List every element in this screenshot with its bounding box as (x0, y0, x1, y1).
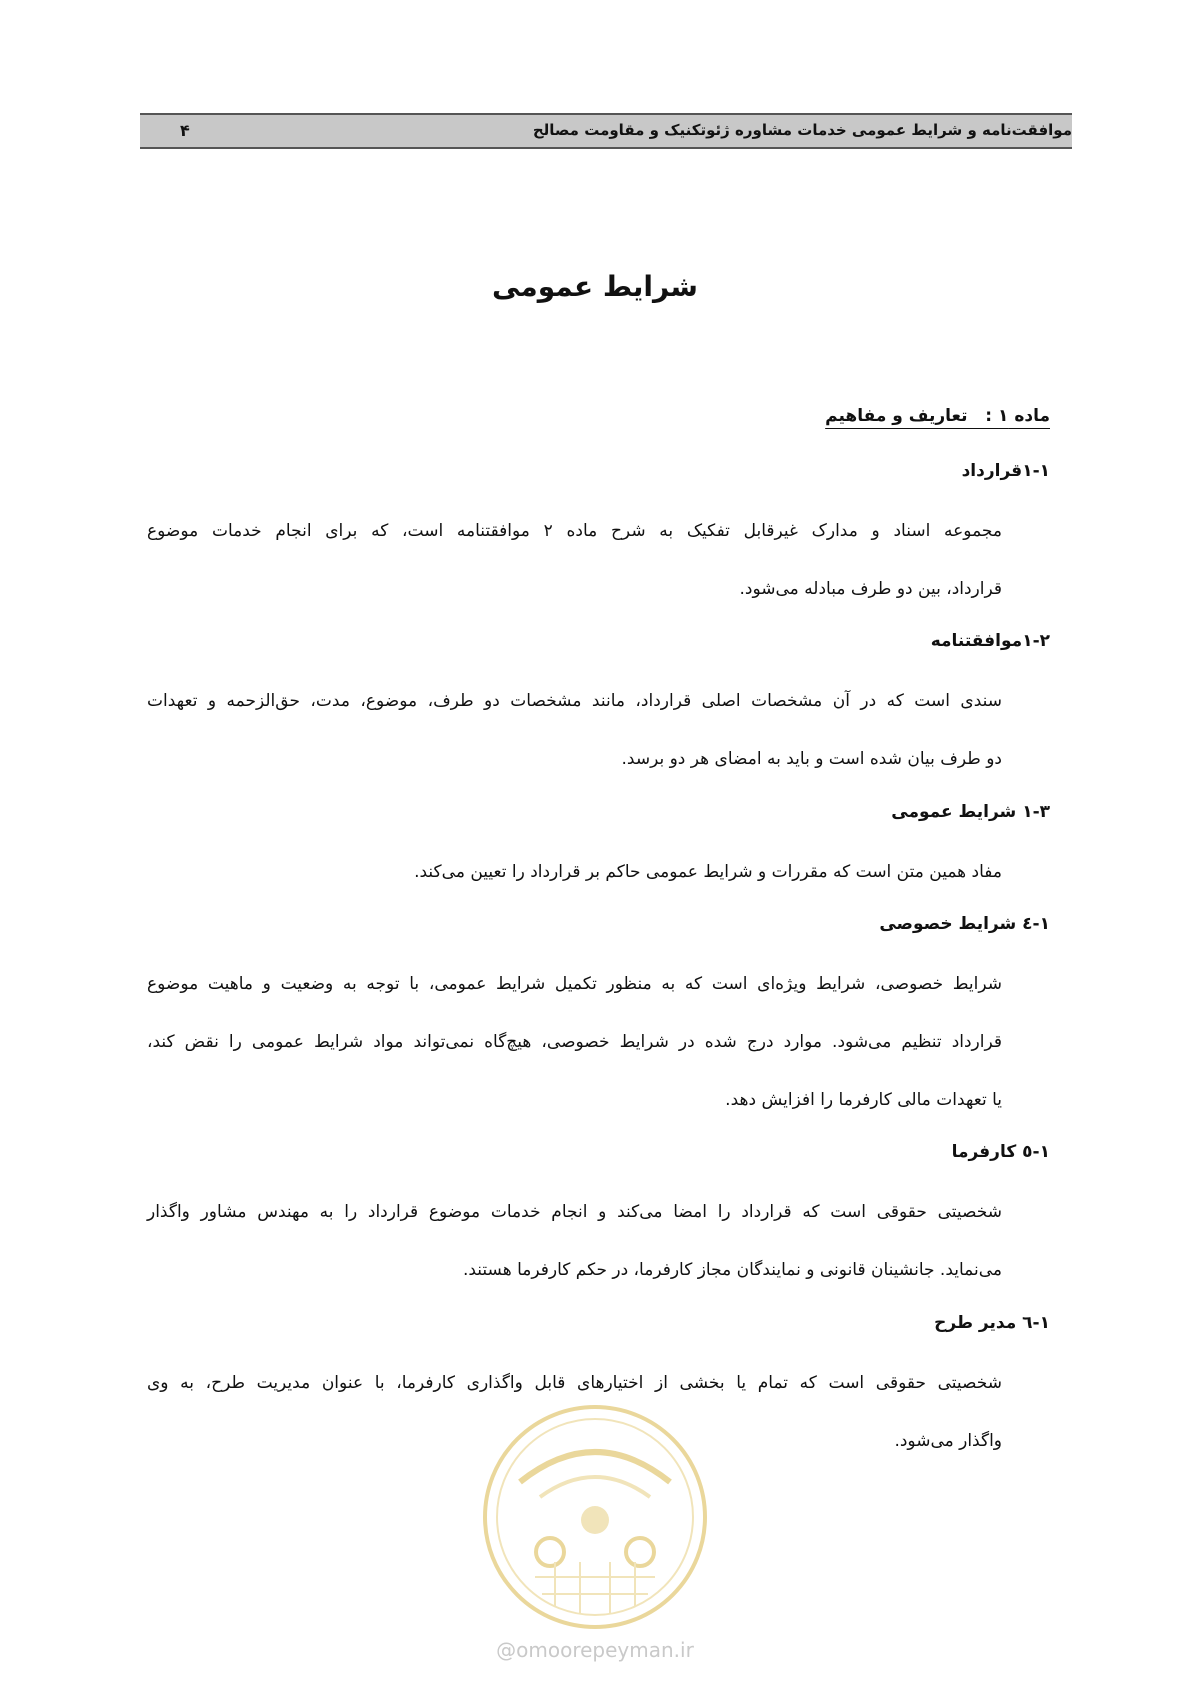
text-line: قرارداد، بین دو طرف مبادله می‌شود. (739, 579, 1002, 599)
article-heading: ماده ۱ : تعاریف و مفاهیم (825, 406, 1050, 426)
text-line: می‌نماید. جانشینان قانونی و نمایندگان مجاز کارفرما، در حکم کارفرما هستند. (462, 1260, 1002, 1280)
text-line: مفاد همین متن است که مقررات و شرایط عمومی حاکم بر قرارداد را تعیین می‌کند. (414, 862, 1002, 882)
watermark-site-text: @omoorepeyman.ir (496, 1638, 694, 1662)
section-body-employer (147, 1183, 1002, 1299)
section-heading-contract: ۱-۱قرارداد (961, 461, 1050, 481)
text-line: شرایط خصوصی، شرایط ویژه‌ای است که به منظور تکمیل شرایط عمومی، با توجه به وضعیت و ماهیت موضوع (147, 974, 1002, 994)
document-title: شرایط عمومی (492, 270, 698, 303)
text-line: مجموعه اسناد و مدارک غیرقابل تفکیک به شرح ماده ۲ موافقتنامه است، که برای انجام خدمات موضوع (147, 521, 1002, 541)
header-title: موافقت‌نامه و شرایط عمومی خدمات مشاوره ژئوتکنیک و مقاومت مصالح (532, 121, 1072, 139)
section-body-general-conditions (147, 843, 1002, 901)
text-line: یا تعهدات مالی کارفرما را افزایش دهد. (725, 1090, 1002, 1110)
section-heading-special-conditions: ۱-٤ شرایط خصوصی (879, 914, 1050, 934)
section-body-special-conditions (147, 955, 1002, 1129)
watermark-seal-icon (480, 1402, 710, 1632)
text-line: شخصیتی حقوقی است که قرارداد را امضا می‌کند و انجام خدمات موضوع قرارداد را به مهندس مشاور واگذار (147, 1202, 1002, 1222)
section-heading-agreement: ۱-۲موافقتنامه (930, 631, 1050, 651)
section-body-agreement (147, 672, 1002, 788)
text-line: دو طرف بیان شده است و باید به امضای هر دو برسد. (621, 749, 1002, 769)
running-header (140, 113, 1072, 149)
text-line: شخصیتی حقوقی است که تمام یا بخشی از اختیارهای قابل واگذاری کارفرما، با عنوان مدیریت طرح، به وی (147, 1373, 1002, 1393)
text-line: واگذار می‌شود. (894, 1431, 1002, 1451)
section-heading-employer: ۱-٥ کارفرما (951, 1142, 1050, 1162)
section-body-contract (147, 502, 1002, 618)
text-line: سندی است که در آن مشخصات اصلی قرارداد، مانند مشخصات دو طرف، موضوع، مدت، حق‌الزحمه و تعهدات (147, 691, 1002, 711)
section-heading-general-conditions: ۱-۳ شرایط عمومی (891, 802, 1050, 822)
page-number: ۴ (180, 121, 190, 140)
section-heading-project-manager: ۱-٦ مدیر طرح (934, 1313, 1050, 1333)
text-line: قرارداد تنظیم می‌شود. موارد درج شده در شرایط خصوصی، هیچ‌گاه نمی‌تواند مواد شرایط عمومی را نقض کند، (147, 1032, 1002, 1052)
